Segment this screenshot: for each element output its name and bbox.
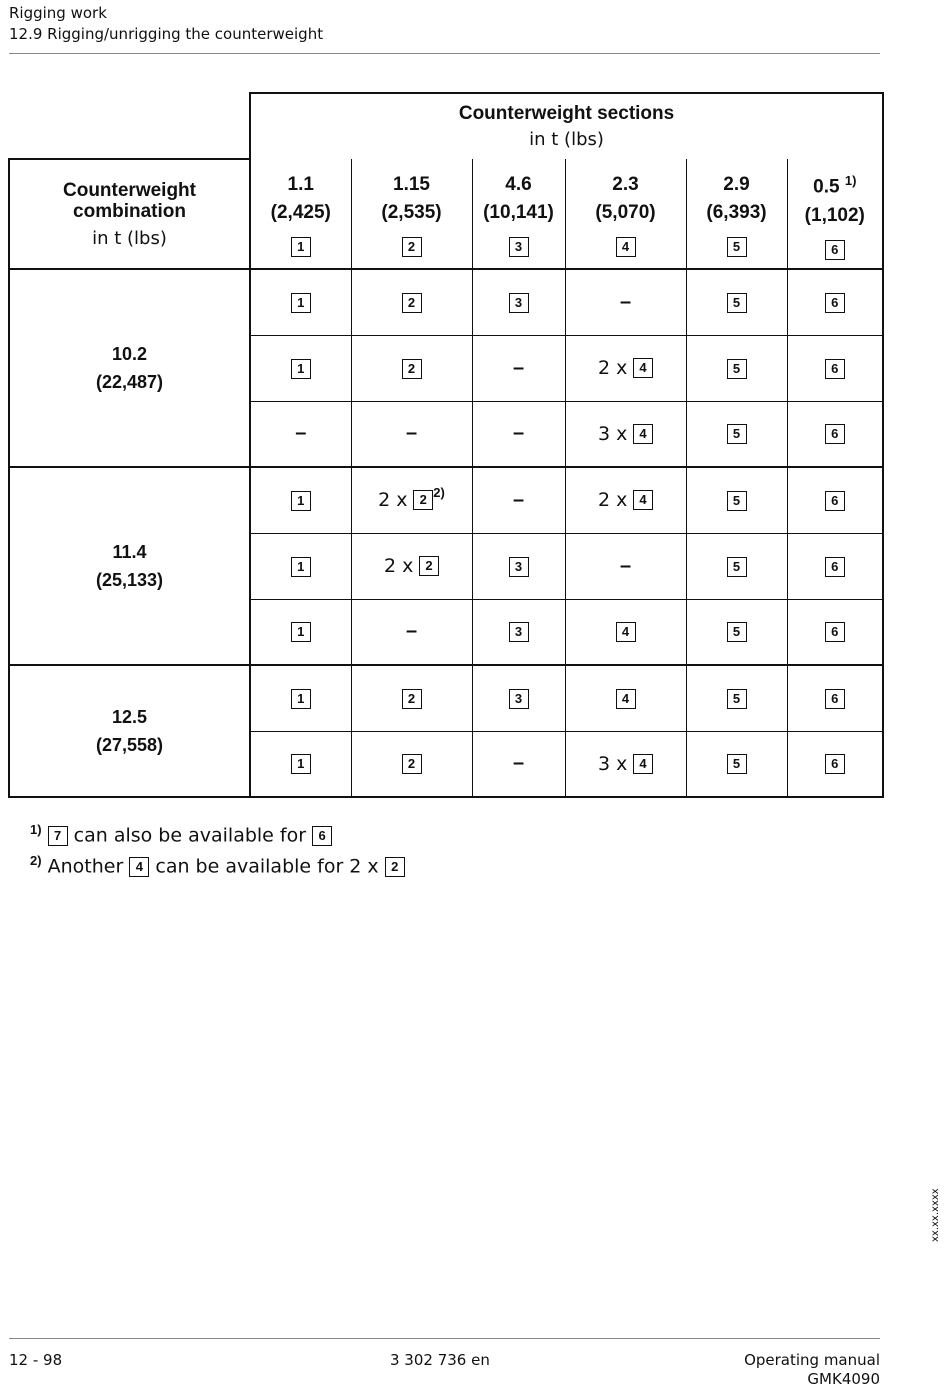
table-cell <box>250 467 351 533</box>
column-header-3 <box>472 159 565 269</box>
column-weight-lbs: (1,102) <box>804 204 865 226</box>
section-box: 5 <box>727 293 747 313</box>
table-cell <box>250 599 351 665</box>
column-header-1 <box>250 159 351 269</box>
footnote-2 <box>30 849 405 878</box>
section-box: 6 <box>825 359 845 379</box>
section-box: 6 <box>825 424 845 444</box>
table-cell <box>787 731 883 797</box>
section-box: 2 <box>419 556 439 576</box>
footer-manual-label: Operating manual <box>744 1351 880 1369</box>
section-box: 6 <box>825 689 845 709</box>
table-cell <box>351 533 472 599</box>
section-box: 1 <box>291 359 311 379</box>
footnote-2-text-b: can be available for 2 x <box>155 855 379 878</box>
sections-header <box>250 93 883 159</box>
dash: – <box>619 290 632 313</box>
table-cell <box>472 533 565 599</box>
section-box: 2 <box>402 359 422 379</box>
section-box: 4 <box>616 622 636 642</box>
table-cell <box>787 599 883 665</box>
table-cell <box>565 665 686 731</box>
table-cell <box>351 731 472 797</box>
dash: – <box>512 488 525 511</box>
combination-weight: 12.5 <box>111 707 148 727</box>
section-box: 2 <box>402 293 422 313</box>
section-box: 4 <box>633 754 653 774</box>
section-number-box: 6 <box>825 240 845 260</box>
table-cell <box>250 401 351 467</box>
table-cell <box>787 401 883 467</box>
dash: – <box>405 620 418 643</box>
column-header-2 <box>351 159 472 269</box>
column-weight-lbs: (10,141) <box>483 201 554 223</box>
table-cell <box>565 467 686 533</box>
table-cell <box>472 665 565 731</box>
section-box: 3 <box>509 622 529 642</box>
combination-weight: 11.4 <box>112 542 147 562</box>
footnote-2-text-a: Another <box>47 855 124 878</box>
section-box: 3 <box>509 293 529 313</box>
section-box: 2 <box>402 754 422 774</box>
multiplier: 3 x <box>597 422 628 445</box>
combination-title-line2: combination <box>73 200 186 222</box>
table-cell <box>472 731 565 797</box>
dash: – <box>405 422 418 445</box>
table-cell <box>787 269 883 335</box>
section-box: 1 <box>291 491 311 511</box>
section-box: 1 <box>291 689 311 709</box>
column-weight <box>788 167 883 201</box>
column-weight: 1.15 <box>393 173 430 195</box>
table-cell <box>250 335 351 401</box>
dash: – <box>619 554 632 577</box>
column-weight-value: 0.5 <box>813 176 840 198</box>
table-cell <box>787 533 883 599</box>
table-cell <box>472 599 565 665</box>
table-header-row-2 <box>9 159 883 269</box>
multiplier: 2 x <box>378 489 408 512</box>
combination-header <box>9 159 250 269</box>
table-cell <box>686 665 787 731</box>
section-box: 4 <box>633 358 653 378</box>
dash: – <box>512 356 525 379</box>
section-box: 6 <box>312 826 332 846</box>
footer-model: GMK4090 <box>807 1370 880 1388</box>
section-number-box: 5 <box>727 237 747 257</box>
section-box: 2 <box>385 857 405 877</box>
table-cell <box>686 599 787 665</box>
column-header-4 <box>565 159 686 269</box>
table-cell <box>351 269 472 335</box>
dash: – <box>295 422 307 445</box>
table-cell <box>351 665 472 731</box>
sections-unit: in t (lbs) <box>529 129 604 150</box>
footnote-2-marker: 2) <box>433 485 445 501</box>
combination-11-4 <box>9 467 250 665</box>
footnote-1-text: can also be available for <box>73 824 307 847</box>
sections-title: Counterweight sections <box>458 103 675 124</box>
header-chapter: Rigging work <box>9 4 107 22</box>
table-cell <box>686 401 787 467</box>
multiplier: 2 x <box>597 357 628 379</box>
section-box: 4 <box>616 689 636 709</box>
column-weight: 4.6 <box>505 173 532 195</box>
table-cell <box>472 467 565 533</box>
combination-unit: in t (lbs) <box>92 227 167 249</box>
table-cell <box>787 467 883 533</box>
combination-weight-lbs: (22,487) <box>95 372 164 392</box>
table-cell <box>351 599 472 665</box>
footnote-2-mark: 2) <box>30 853 42 868</box>
table-cell <box>686 731 787 797</box>
dash: – <box>512 752 525 775</box>
column-weight-lbs: (6,393) <box>706 201 767 223</box>
combination-weight-lbs: (25,133) <box>95 570 164 590</box>
column-weight-lbs: (2,535) <box>381 201 442 223</box>
combination-10-2 <box>9 269 250 467</box>
section-box: 4 <box>633 424 653 444</box>
footnote-1-mark: 1) <box>30 822 42 837</box>
section-number-box: 1 <box>291 237 311 257</box>
column-weight: 1.1 <box>287 173 314 195</box>
table-cell <box>472 269 565 335</box>
table-cell <box>686 467 787 533</box>
table-cell <box>787 665 883 731</box>
section-box: 6 <box>825 622 845 642</box>
section-box: 5 <box>727 491 747 511</box>
counterweight-table <box>8 92 884 798</box>
multiplier: 2 x <box>383 555 414 577</box>
section-number-box: 4 <box>616 237 636 257</box>
section-box: 1 <box>291 557 311 577</box>
column-weight: 2.3 <box>612 173 639 195</box>
table-cell <box>472 335 565 401</box>
section-box: 5 <box>727 359 747 379</box>
multiplier: 2 x <box>597 489 628 512</box>
section-box: 5 <box>727 754 747 774</box>
table-cell <box>250 533 351 599</box>
section-box: 6 <box>825 491 845 511</box>
table-row <box>9 467 883 533</box>
section-box: 7 <box>48 826 68 846</box>
side-reference <box>930 1188 944 1248</box>
footer-divider <box>9 1338 880 1339</box>
side-reference-code: xx.xx.xxxx <box>930 1188 941 1242</box>
section-number-box: 3 <box>509 237 529 257</box>
table-cell <box>250 269 351 335</box>
table-cell <box>351 401 472 467</box>
table-header-row-1 <box>9 93 883 159</box>
section-box: 5 <box>727 622 747 642</box>
header-section: 12.9 Rigging/unrigging the counterweight <box>9 25 324 43</box>
section-box: 1 <box>291 754 311 774</box>
table-cell <box>787 335 883 401</box>
page-header <box>9 3 323 45</box>
table-cell <box>565 269 686 335</box>
section-box: 5 <box>727 424 747 444</box>
column-header-6 <box>787 159 883 269</box>
footnote-1 <box>30 818 332 847</box>
combination-weight: 10.2 <box>111 344 148 364</box>
table-cell <box>565 599 686 665</box>
column-weight: 2.9 <box>723 173 750 195</box>
section-box: 5 <box>727 557 747 577</box>
multiplier: 3 x <box>597 752 628 775</box>
dash: – <box>512 422 525 445</box>
table-cell <box>686 269 787 335</box>
column-weight-lbs: (2,425) <box>270 201 331 223</box>
section-box: 2 <box>413 490 433 510</box>
header-divider <box>9 53 880 54</box>
section-box: 3 <box>509 557 529 577</box>
table-cell <box>250 665 351 731</box>
footnote-1-marker: 1) <box>844 173 857 189</box>
section-box: 4 <box>129 857 149 877</box>
table-cell <box>250 731 351 797</box>
section-box: 6 <box>825 557 845 577</box>
empty-corner <box>9 93 250 159</box>
table-row <box>9 269 883 335</box>
column-header-5 <box>686 159 787 269</box>
section-box: 6 <box>825 293 845 313</box>
column-weight-lbs: (5,070) <box>595 201 656 223</box>
footer-manual <box>744 1351 880 1389</box>
section-box: 1 <box>291 622 311 642</box>
section-box: 6 <box>825 754 845 774</box>
footer-page-number: 12 - 98 <box>9 1351 63 1369</box>
combination-title-line1: Counterweight <box>63 179 196 201</box>
table-cell <box>686 533 787 599</box>
table-cell <box>351 467 472 533</box>
table-cell <box>565 533 686 599</box>
section-number-box: 2 <box>402 237 422 257</box>
table-cell <box>686 335 787 401</box>
table-cell <box>472 401 565 467</box>
table-cell <box>565 401 686 467</box>
section-box: 5 <box>727 689 747 709</box>
table-cell <box>351 335 472 401</box>
combination-weight-lbs: (27,558) <box>95 735 164 755</box>
footer-document-number: 3 302 736 en <box>390 1351 490 1369</box>
section-box: 1 <box>291 293 311 313</box>
table-row <box>9 665 883 731</box>
section-box: 2 <box>402 689 422 709</box>
section-box: 4 <box>633 490 653 510</box>
section-box: 3 <box>509 689 529 709</box>
table-cell <box>565 335 686 401</box>
table-cell <box>565 731 686 797</box>
combination-12-5 <box>9 665 250 797</box>
